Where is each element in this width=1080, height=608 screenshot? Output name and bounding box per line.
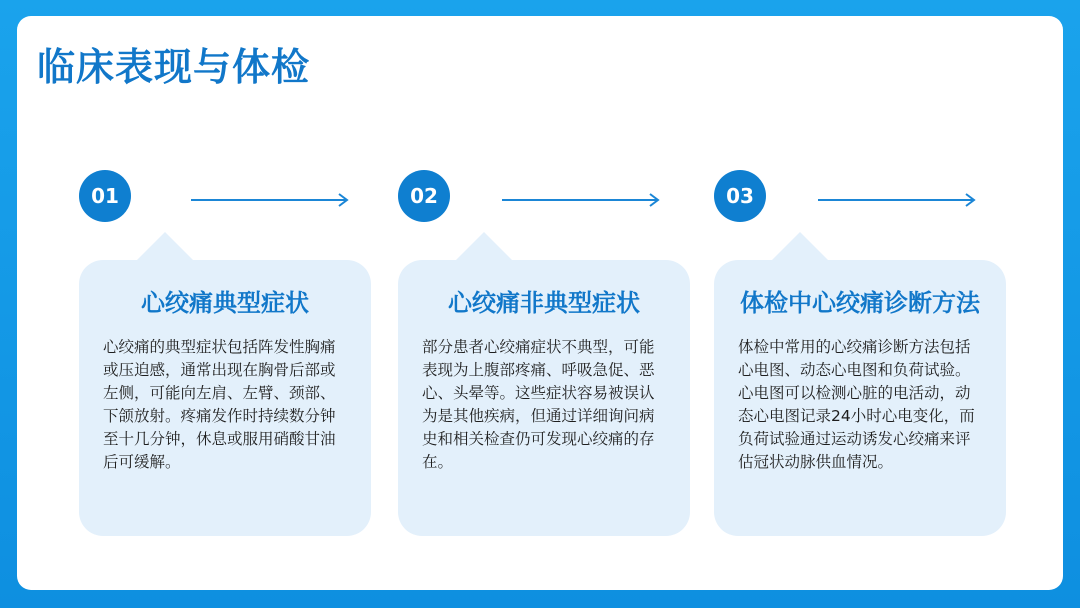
step-number-badge: 01 (79, 170, 131, 222)
step-card-title: 体检中心绞痛诊断方法 (740, 289, 980, 317)
step-1 (79, 16, 399, 590)
step-2 (398, 16, 718, 590)
slide (17, 16, 1063, 590)
page-title: 临床表现与体检 (37, 45, 311, 89)
arrow-right-icon (818, 193, 978, 207)
arrow-right-icon (191, 193, 351, 207)
step-number-badge: 03 (714, 170, 766, 222)
step-card-body: 部分患者心绞痛症状不典型，可能表现为上腹部疼痛、呼吸急促、恶心、头晕等。这些症状容易被误认为是其他疾病，但通过详细询问病史和相关检查仍可发现心绞痛的存在。 (422, 338, 655, 471)
step-card (398, 260, 690, 536)
step-card (79, 260, 371, 536)
step-card (714, 260, 1006, 536)
step-card-body: 心绞痛的典型症状包括阵发性胸痛或压迫感，通常出现在胸骨后部或左侧，可能向左肩、左臂、颈部、下颌放射。疼痛发作时持续数分钟至十几分钟，休息或服用硝酸甘油后可缓解。 (103, 338, 336, 471)
step-card-title: 心绞痛非典型症状 (448, 289, 640, 317)
arrow-right-icon (502, 193, 662, 207)
step-card-body: 体检中常用的心绞痛诊断方法包括心电图、动态心电图和负荷试验。心电图可以检测心脏的电活动，动态心电图记录24小时心电变化，而负荷试验通过运动诱发心绞痛来评估冠状动脉供血情况。 (738, 338, 975, 471)
step-card-title: 心绞痛典型症状 (141, 289, 309, 317)
step-3 (714, 16, 1034, 590)
step-number-badge: 02 (398, 170, 450, 222)
